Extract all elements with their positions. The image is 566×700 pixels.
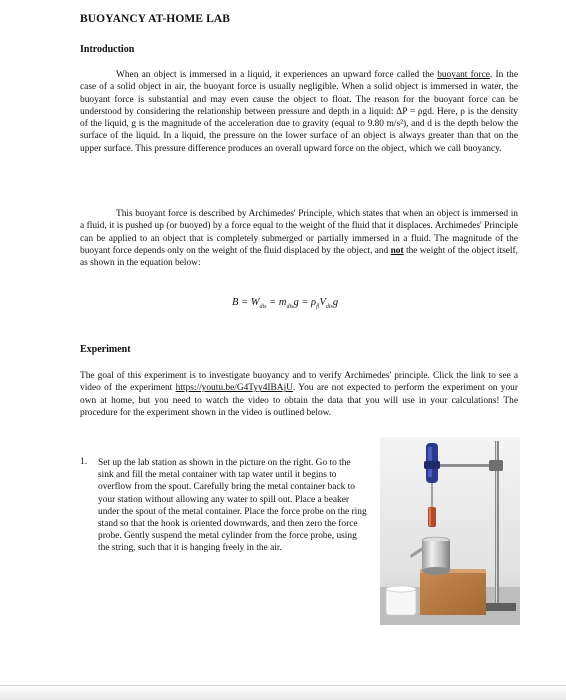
buoyant-force-term: buoyant force <box>437 70 490 80</box>
video-link[interactable]: https://youtu.be/G4Tyy4IBAjU <box>175 383 293 394</box>
lab-station-photo <box>380 437 520 625</box>
intro-paragraph-1 <box>80 69 518 155</box>
eq-b-w: B = W <box>232 297 260 308</box>
experiment-text-end: . You are not expected to perform the experiment on your own at home, but you need to watch the video to obtain the data that you will use in your calculations! The procedure for the experiment shown in the video is outlined below. <box>80 383 518 418</box>
intro-p1-text-start: When an object is immersed in a liquid, it experiences an upward force called the <box>116 70 438 80</box>
eq-g-rho: g = ρ <box>293 297 317 308</box>
eq-v: V <box>319 297 326 308</box>
experiment-heading: Experiment <box>80 344 131 355</box>
page-bottom-edge <box>0 685 566 700</box>
eq-v-subscript: dis <box>325 304 333 311</box>
intro-paragraph-2 <box>80 208 518 269</box>
experiment-paragraph <box>80 370 518 419</box>
intro-p1-text-end: . In the case of a solid object in air, the buoyant force is usually negligible. When a solid object is immersed in water, the buoyant force is substantial and may even cause the object to float. The reason for the buoyant force can be understood by considering the relationship between pressure and depth in a liquid: ΔP = ρgd. Here, ρ is the density of the liquid, g is the magnitude of the acceleration due to gravity (equal to 9.80 m/s²), and d is the depth below the surface of the liquid. In a liquid, the pressure on the lower surface of an object is always greater than that on the upper surface. This pressure difference produces an overall upward force on the object, which we call buoyancy. <box>80 70 518 154</box>
step-1-text: Set up the lab station as shown in the picture on the right. Go to the sink and fill the metal container with tap water until it begins to overflow from the spout. Carefully bring the metal container back to your station without allowing any water to spill out. Place a beaker under the spout of the metal container. Place the force probe on the ring stand so that the hook is oriented downwards, and then zero the force probe. Gently suspend the metal cylinder from the force probe, using the string, such that it is hanging freely in the air. <box>98 458 367 554</box>
lab-station-illustration <box>380 437 520 625</box>
document-title: BUOYANCY AT-HOME LAB <box>80 13 231 25</box>
intro-p2-text-end: the weight of the object itself, as shown in the equation below: <box>80 245 518 269</box>
experiment-text-start: The goal of this experiment is to investigate buoyancy and to verify Archimedes' principle. Click the link to see a video of the experiment <box>80 371 518 394</box>
eq-m: = m <box>266 297 287 308</box>
intro-p2-text-start: This buoyant force is described by Archimedes' Principle, which states that when an object is immersed in a fluid, it is pushed up (or buoyed) by a force equal to the weight of the fluid that it displaces. Archimedes' Principle can be applied to an object that is completely submerged or partially immersed in a fluid. The magnitude of the buoyant force depends only on the weight of the fluid displaced by the object, and <box>80 209 518 256</box>
eq-w-subscript: dis <box>259 304 267 311</box>
not-emphasis: not <box>390 245 404 256</box>
introduction-heading: Introduction <box>80 44 135 55</box>
eq-m-subscript: dis <box>286 304 294 311</box>
eq-g: g <box>332 297 339 308</box>
buoyancy-equation <box>232 297 338 310</box>
eq-rho-subscript: fl <box>316 304 320 311</box>
step-1-number: 1. <box>80 457 88 467</box>
